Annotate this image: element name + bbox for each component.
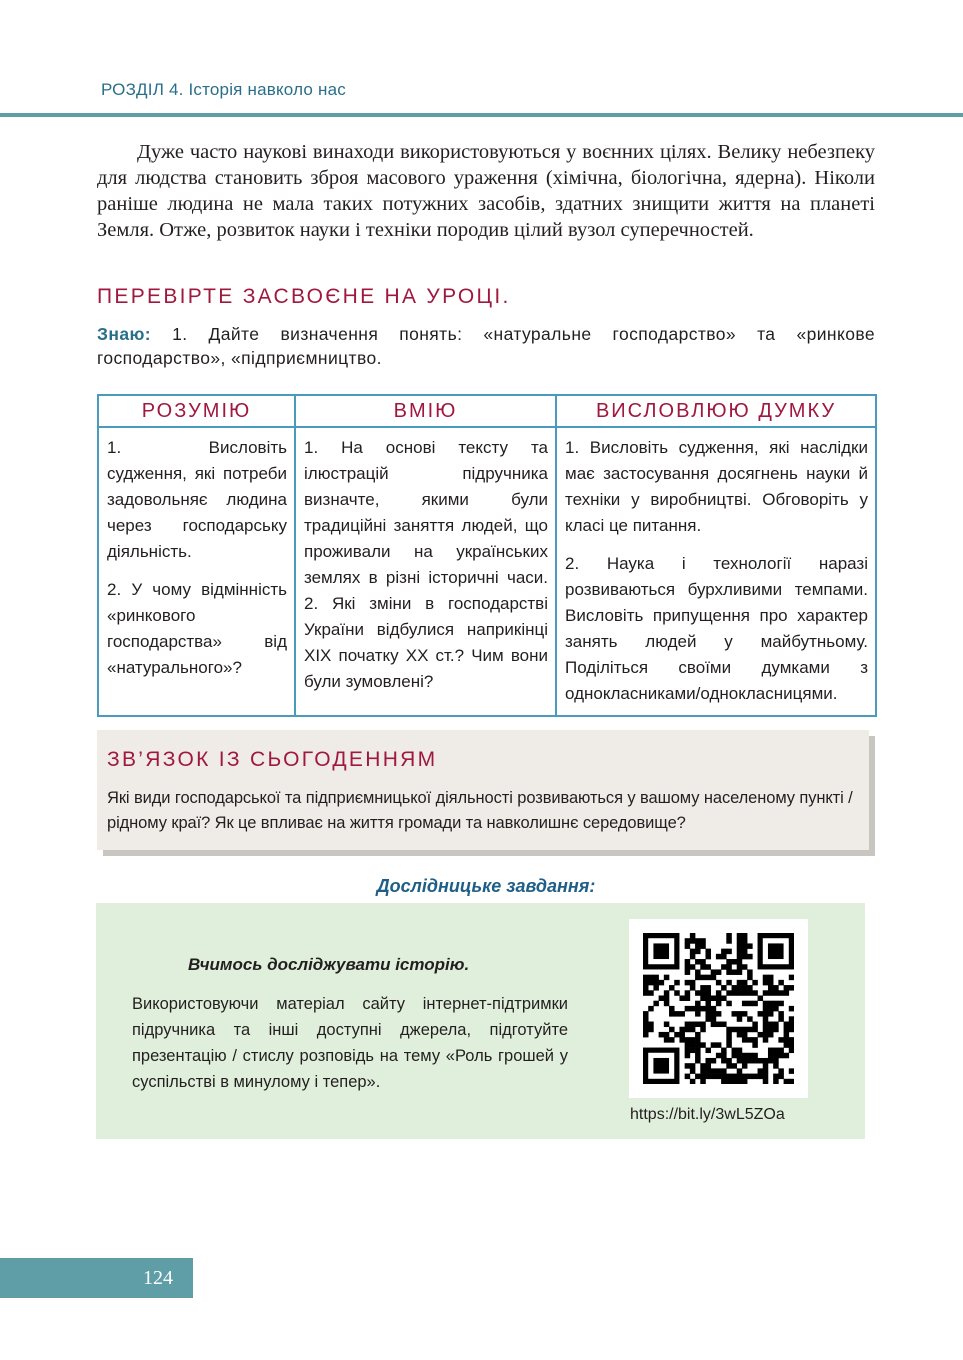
header-can: ВМІЮ	[295, 395, 556, 427]
header-divider	[0, 113, 963, 117]
connection-text: Які види господарської та підприємницької діяльності розвиваються у вашому населеному пункті / рідному краї? Як це впливає на життя громади та навколишнє середовище?	[107, 789, 853, 832]
page-number-tab	[0, 1258, 193, 1298]
research-subtitle: Вчимось досліджувати історію.	[188, 955, 470, 974]
can-tasks: 1. На основі тексту та ілюстрацій підручника визначте, якими були традиційні заняття людей, що проживали на українських землях в різні історичні часи. 2. Які зміни в господарстві України відбулися наприкінці ХІХ початку ХХ ст.? Чим вони були зумовлені?	[304, 438, 548, 691]
check-heading: ПЕРЕВІРТЕ ЗАСВОЄНЕ НА УРОЦІ.	[97, 285, 511, 308]
intro-paragraph: Дуже часто наукові винаходи використовуються у воєнних цілях. Велику небезпеку для людства становить зброя масового ураження (хімічна, біологічна, ядерна). Ніколи раніше людина не мала таких потужних засобів, здатних знищити життя на планеті Земля. Отже, розвиток науки і техніки породив цілий вузол суперечностей.	[97, 141, 875, 241]
chapter-header: РОЗДІЛ 4. Історія навколо нас	[101, 80, 346, 99]
qr-url[interactable]: https://bit.ly/3wL5ZOa	[630, 1106, 785, 1123]
qr-code-icon[interactable]	[629, 919, 808, 1098]
know-task	[97, 322, 875, 370]
qr-code-graphic	[643, 933, 794, 1084]
know-label: Знаю:	[97, 324, 152, 344]
connection-title: ЗВ’ЯЗОК ІЗ СЬОГОДЕННЯМ	[107, 748, 438, 771]
header-opinion: ВИСЛОВЛЮЮ ДУМКУ	[556, 395, 876, 427]
opinion-task-1: 1. Висловіть судження, які наслідки має застосування досягнень науки й техніки у виробництві. Обговоріть у класі це питання.	[565, 438, 868, 535]
research-box	[96, 903, 865, 1139]
know-text: 1. Дайте визначення понять: «натуральне господарство» та «ринкове господарство», «підприємництво.	[97, 324, 875, 368]
opinion-task-2: 2. Наука і технології наразі розвиваються бурхливими темпами. Висловіть припущення про характер занять людей у майбутньому. Поділіться своїми думками з однокласниками/однокласницями.	[565, 554, 868, 703]
understand-task-1: 1. Висловіть судження, які потреби задовольняє людина через господарську діяльність.	[107, 438, 287, 561]
opinion-cell	[556, 427, 876, 716]
page-number: 124	[143, 1267, 173, 1289]
tasks-table	[97, 394, 877, 717]
research-title: Дослідницьке завдання:	[376, 876, 596, 896]
header-understand: РОЗУМІЮ	[98, 395, 295, 427]
can-cell	[295, 427, 556, 716]
connection-box	[97, 730, 869, 850]
research-text: Використовуючи матеріал сайту інтернет-підтримки підручника та інші доступні джерела, підготуйте презентацію / стислу розповідь на тему «Роль грошей у суспільстві в минулому і тепер».	[132, 995, 568, 1091]
understand-cell	[98, 427, 295, 716]
understand-task-2: 2. У чому відмінність «ринкового господарства» від «натурального»?	[107, 580, 287, 677]
